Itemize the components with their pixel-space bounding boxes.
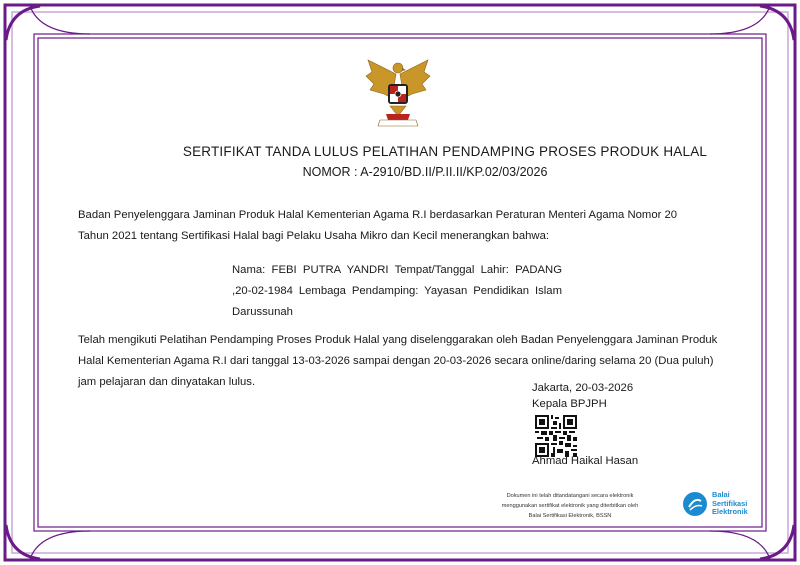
details-line: ,20-02-1984 Lembaga Pendamping: Yayasan Pendidikan Islam <box>232 285 562 297</box>
details-line: Nama: FEBI PUTRA YANDRI Tempat/Tanggal Lahir: PADANG <box>232 264 562 276</box>
participant-details <box>232 260 562 323</box>
bsre-label-line: Balai <box>712 490 730 499</box>
signature-place-date: Jakarta, 20-03-2026 <box>532 382 634 394</box>
bsre-label-line: Sertifikasi <box>712 498 748 508</box>
note-line: Balai Sertifikasi Elektronik, BSSN <box>528 513 612 519</box>
bsre-label <box>712 491 748 517</box>
statement-line: jam pelajaran dan dinyatakan lulus. <box>78 376 256 388</box>
statement-line: Halal Kementerian Agama R.I dari tanggal 13-03-2026 sampai dengan 20-03-2026 secara online/daring selama 20 (Dua puluh) <box>78 355 714 367</box>
details-line: Darussunah <box>232 306 293 318</box>
certificate-number: NOMOR : A-2910/BD.II/P.II.II/KP.02/03/2026 <box>302 165 548 179</box>
qr-code-icon <box>535 415 577 457</box>
statement-paragraph <box>78 330 743 393</box>
note-line: Dokumen ini telah ditandatangani secara elektronik <box>506 493 634 499</box>
garuda-emblem-icon <box>362 54 434 130</box>
bsre-label-line: Elektronik <box>712 507 748 517</box>
signer-name: Ahmad Haikal Hasan <box>532 455 639 467</box>
signature-position: Kepala BPJPH <box>532 398 607 410</box>
intro-paragraph <box>78 205 728 247</box>
electronic-signature-note <box>500 491 640 521</box>
statement-line: Telah mengikuti Pelatihan Pendamping Proses Produk Halal yang diselenggarakan oleh Badan Penyelenggara Jaminan Produk <box>78 334 718 346</box>
intro-line: Tahun 2021 tentang Sertifikasi Halal bagi Pelaku Usaha Mikro dan Kecil menerangkan bahwa: <box>78 230 549 242</box>
intro-line: Badan Penyelenggara Jaminan Produk Halal Kementerian Agama R.I berdasarkan Peraturan Menteri Agama Nomor 20 <box>78 209 678 221</box>
bsre-logo-icon <box>682 491 708 517</box>
note-line: menggunakan sertifikat elektronik yang diterbitkan oleh <box>501 503 639 509</box>
certificate-title: SERTIFIKAT TANDA LULUS PELATIHAN PENDAMPING PROSES PRODUK HALAL <box>182 144 708 159</box>
